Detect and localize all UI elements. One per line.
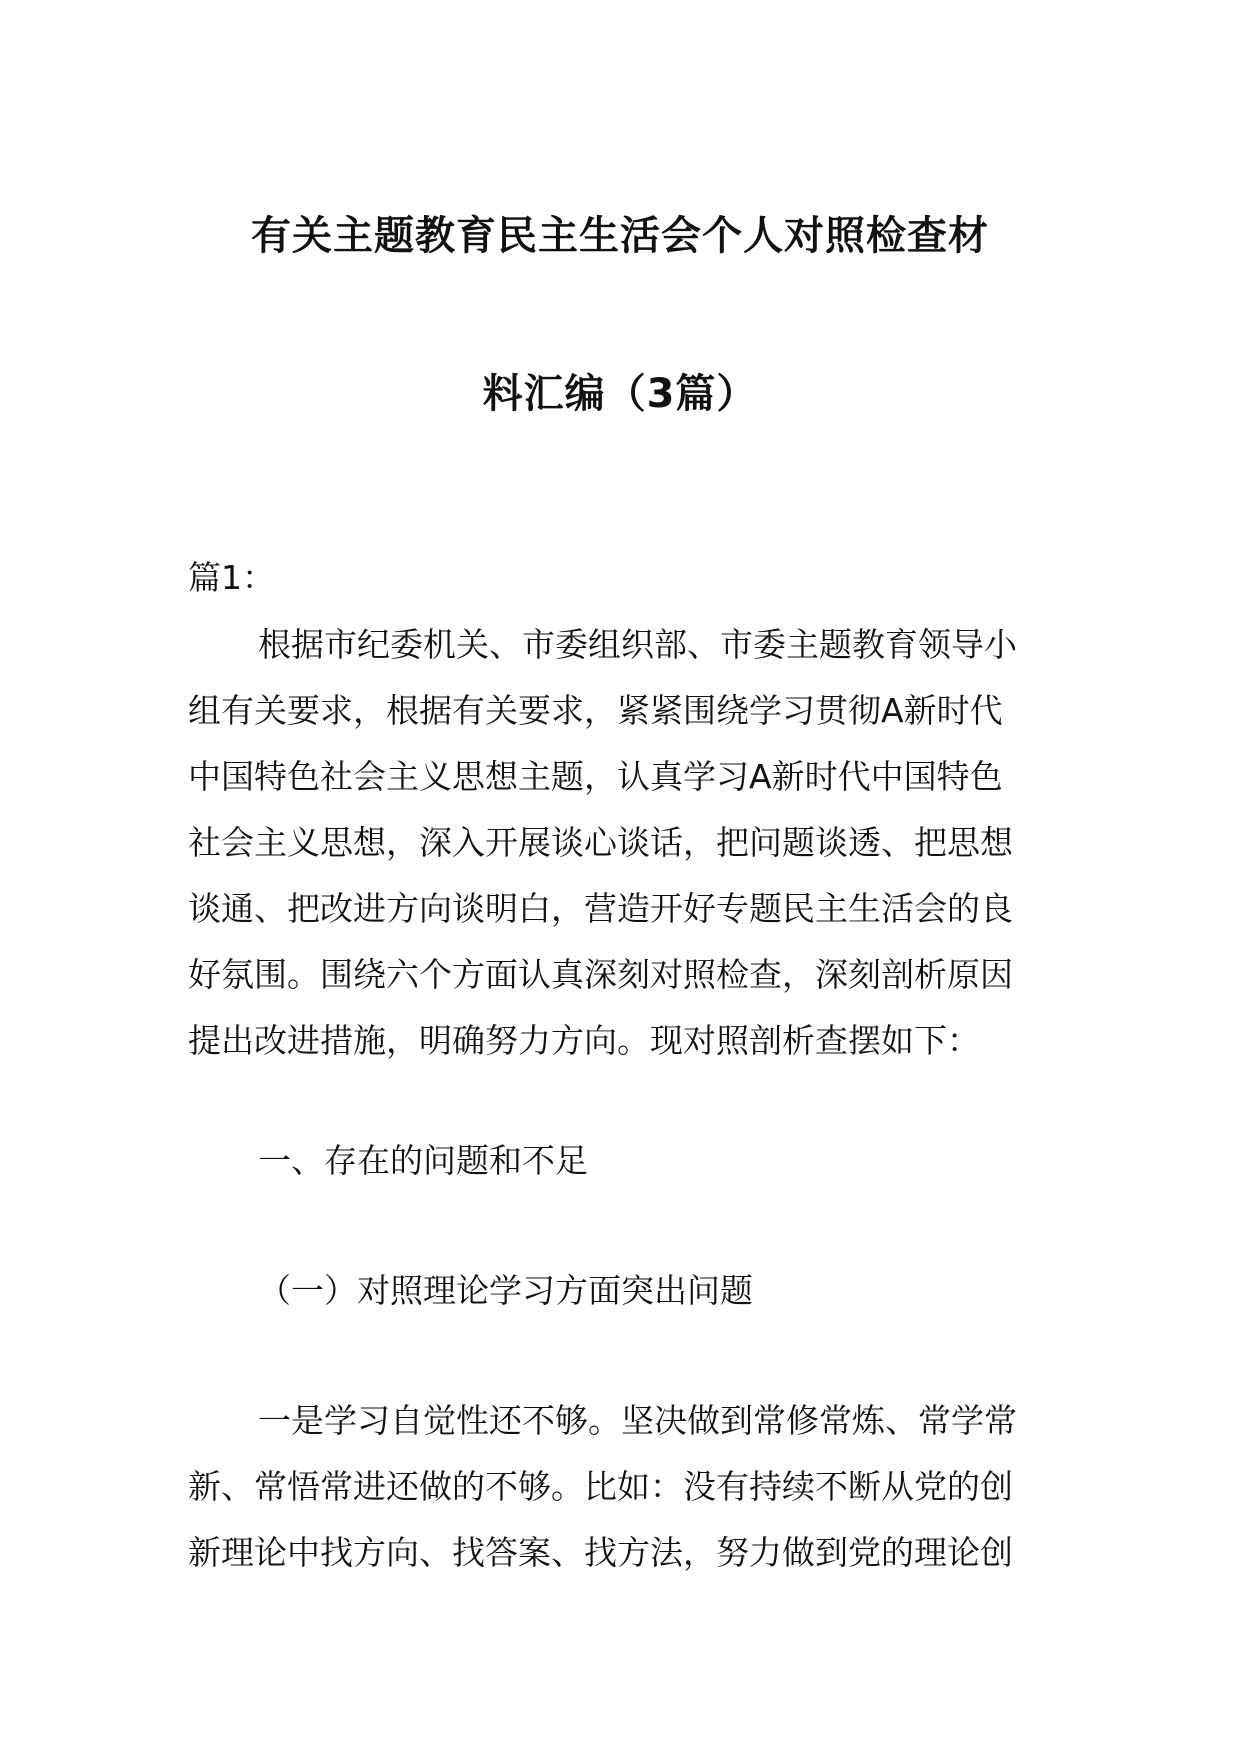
paragraph-line: 新理论中找方向、找答案、找方法，努力做到党的理论创 [188, 1533, 1013, 1572]
paragraph-line: 社会主义思想，深入开展谈心谈话，把问题谈透、把思想 [188, 823, 1013, 862]
paragraph-line: 组有关要求，根据有关要求，紧紧围绕学习贯彻A新时代 [188, 691, 1003, 730]
section-heading-text: 一、存在的问题和不足 [258, 1141, 588, 1180]
subsection-heading-text: （一）对照理论学习方面突出问题 [258, 1271, 753, 1310]
paragraph-line: 根据市纪委机关、市委组织部、市委主题教育领导小 [258, 625, 1017, 664]
subsection-heading-theory [188, 1258, 1060, 1324]
paragraph-line: 新、常悟常进还做的不够。比如：没有持续不断从党的创 [188, 1467, 1013, 1506]
section-label-text: 篇1： [188, 558, 275, 597]
paragraph-line: 中国特色社会主义思想主题，认真学习A新时代中国特色 [188, 757, 1003, 796]
section-heading-problems [188, 1128, 1060, 1194]
paragraph-line: 好氛围。围绕六个方面认真深刻对照检查，深刻剖析原因 [188, 955, 1013, 994]
section-label [188, 545, 1060, 611]
paragraph-line: 一是学习自觉性还不够。坚决做到常修常炼、常学常 [258, 1401, 1017, 1440]
paragraph-learning [188, 1388, 1060, 1586]
document-title-line-1: 有关主题教育民主生活会个人对照检查材 [251, 213, 989, 259]
paragraph-line: 谈通、把改进方向谈明白，营造开好专题民主生活会的良 [188, 889, 1013, 928]
document-title-line-2: 料汇编（3篇） [482, 371, 758, 417]
paragraph-intro [188, 612, 1060, 1074]
paragraph-line: 提出改进措施，明确努力方向。现对照剖析查摆如下： [188, 1021, 980, 1060]
